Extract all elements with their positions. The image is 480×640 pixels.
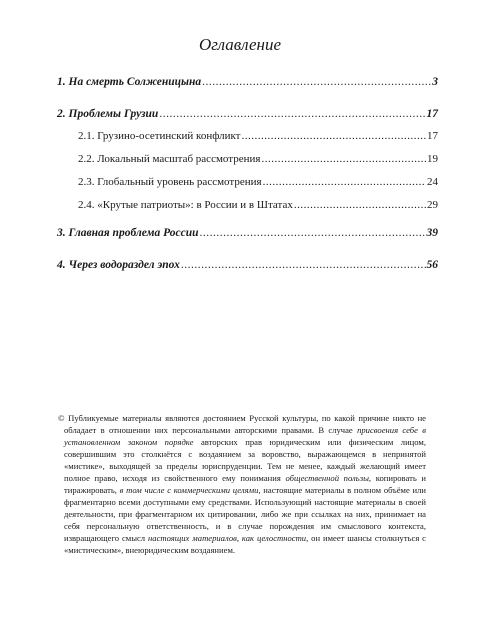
toc-entry-1[interactable]: [57, 74, 438, 90]
toc-entry-title: 2.3. Глобальный уровень рассмотрения: [78, 176, 262, 188]
toc-entry-title: 2.2. Локальный масштаб рассмотрения: [78, 153, 261, 165]
copyright-notice-paragraph: [58, 412, 426, 556]
toc-entry-title: 2.4. «Крутые патриоты»: в России и в Штатах: [78, 199, 293, 211]
table-of-contents: [57, 74, 438, 273]
toc-entry-2[interactable]: [57, 106, 438, 122]
toc-entry-2-3[interactable]: [57, 174, 438, 190]
toc-dot-leader: [263, 174, 426, 190]
toc-entry-2-1[interactable]: [57, 128, 438, 144]
notice-emphasis: в том числе с коммерческими целями: [119, 485, 259, 495]
notice-emphasis: настоящих материалов, как целостности: [148, 533, 307, 543]
toc-entry-page: 17: [427, 130, 438, 142]
notice-text: , копировать и тиражировать,: [64, 473, 426, 495]
toc-entry-title: 2.1. Грузино-осетинский конфликт: [78, 130, 241, 142]
toc-entry-title: 4. Через водораздел эпох: [57, 259, 180, 271]
toc-entry-2-4[interactable]: [57, 197, 438, 213]
toc-entry-page: 19: [427, 153, 438, 165]
toc-dot-leader: [202, 74, 431, 90]
toc-dot-leader: [159, 106, 425, 122]
toc-entry-page: 39: [426, 227, 438, 239]
page-title: Оглавление: [198, 35, 282, 54]
toc-dot-leader: [200, 225, 426, 241]
toc-dot-leader: [294, 197, 426, 213]
toc-entry-page: 29: [427, 199, 438, 211]
toc-entry-title: 3. Главная проблема России: [57, 227, 199, 239]
toc-entry-2-2[interactable]: [57, 151, 438, 167]
toc-entry-page: 17: [426, 108, 438, 120]
notice-text: , настоящие материалы в полном объёме или фрагментарно всеми доступными ему средствами. Использующий настоящие материалы в своей деятельности, при фрагментарном их цитировании, либо же при ссылках на них, принимает на себя персональную ответственность, и в случае порождения им смыслового контекста, извращающего смысл: [64, 485, 426, 543]
notice-text: , он имеет шансы столкнуться с «мистическим», внеюридическим воздаянием.: [64, 533, 426, 555]
copyright-notice: [58, 412, 426, 556]
toc-dot-leader: [241, 128, 426, 144]
notice-text: авторских прав юридическим или физическим лицом, совершившим это столкнётся с воздаянием за воровство, выражающемся в непринятой «мистике», выходящей за пределы юриспруденции. Тем не менее, каждый желающий имеет полное право, исходя из свойственного ему понимания: [64, 437, 426, 483]
toc-entry-4[interactable]: [57, 257, 438, 273]
toc-entry-page: 24: [427, 176, 438, 188]
toc-entry-page: 3: [432, 76, 438, 88]
toc-dot-leader: [261, 151, 426, 167]
toc-dot-leader: [181, 257, 426, 273]
toc-entry-page: 56: [426, 259, 438, 271]
notice-emphasis: присвоения себе в установленном законом порядке: [64, 425, 426, 447]
toc-entry-title: 1. На смерть Солженицына: [57, 76, 202, 88]
toc-entry-3[interactable]: [57, 225, 438, 241]
toc-entry-title: 2. Проблемы Грузии: [57, 108, 159, 120]
notice-emphasis: общественной пользы: [285, 473, 369, 483]
notice-text: © Публикуемые материалы являются достоянием Русской культуры, по какой причине никто не обладает в отношении них персональными авторскими правами. В случае: [58, 413, 426, 435]
